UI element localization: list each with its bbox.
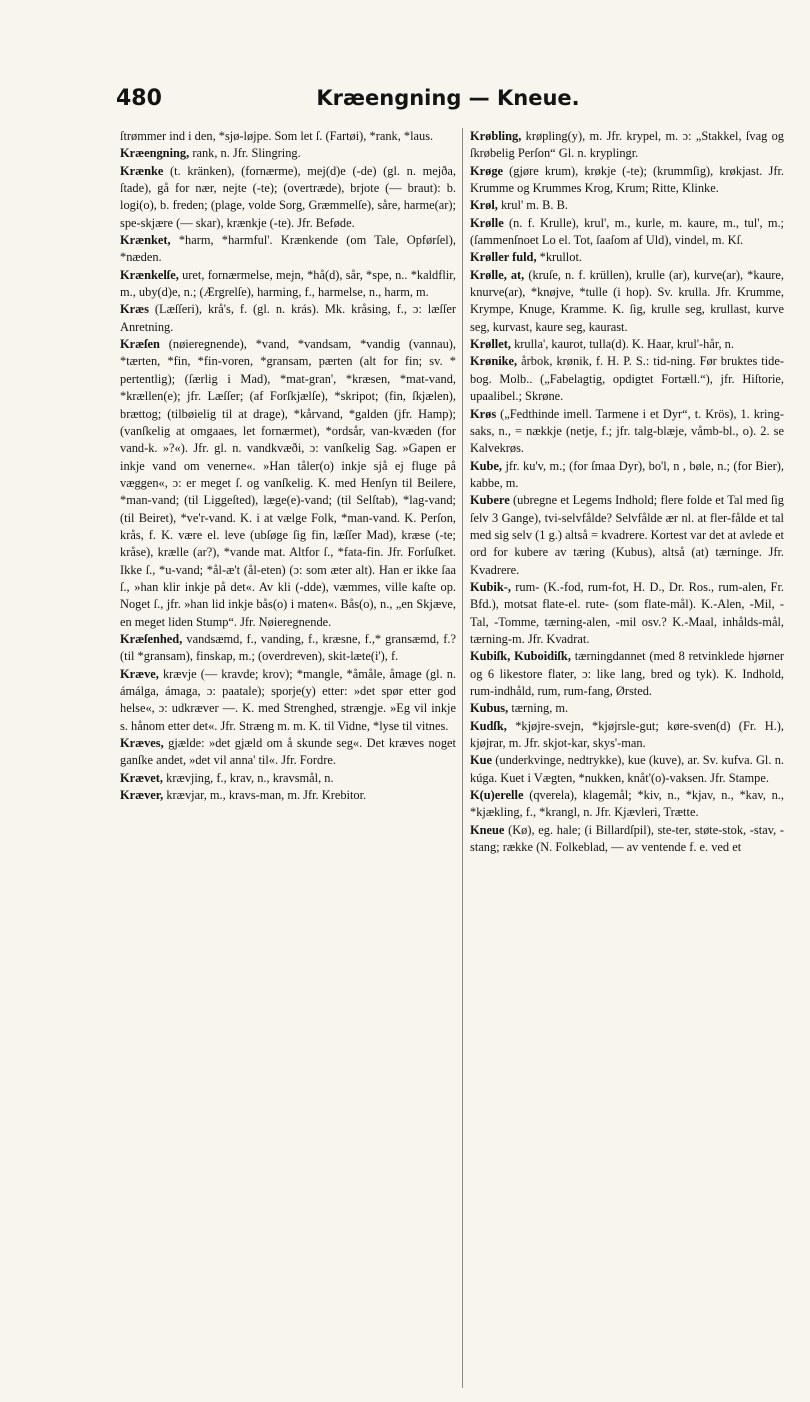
page-number: 480 (116, 86, 162, 111)
dictionary-entry (470, 648, 784, 700)
dictionary-entry (470, 406, 784, 458)
page-header (116, 86, 780, 116)
dictionary-entry (120, 163, 456, 232)
entry-headword: Kræſen (120, 337, 160, 352)
entry-definition: gjælde: »det gjæld om å skunde seg«. Det kræves noget ganſke andet, »det vil anna' til«. Jfr. Fordre. (120, 736, 456, 768)
dictionary-entry (120, 666, 456, 735)
dictionary-entry (470, 267, 784, 336)
right-column (470, 128, 784, 1388)
entry-definition: (t. kränken), (fornærme), mej(d)e (-de) (gl. n. mejða, ſtade), gå for nær, nejte (-te); (overtræde), brjote (— braut): b. logi(o), b. freden; (plage, volde Sorg, Græmmelſe), såre, harme(ar); spe-skjære (— skar), krænkje (-te). Jfr. Beføde. (120, 163, 456, 230)
entry-definition: krul' m. B. B. (500, 198, 568, 213)
dictionary-entry (120, 631, 456, 666)
entry-headword: Krøbling, (470, 129, 522, 143)
entry-headword: Kubiſk, Kuboidiſk, (470, 649, 571, 664)
entry-headword: Kræver, (120, 788, 164, 803)
entry-headword: Kue (470, 753, 493, 768)
entry-definition: rum- (K.-fod, rum-fot, H. D., Dr. Ros., rum-alen, Fr. Bfd.), motsat flate-el. rute- (som flate-mål). K.-Alen, -Mil, -Tal, -Tomme, tærning-alen, -mil osv.? K.-Maal, inhålds-mål, tærning-m. Jfr. Kvadrat. (470, 579, 784, 646)
entry-headword: Kubere (470, 493, 510, 508)
column-divider (462, 128, 463, 1388)
dictionary-entry (470, 249, 784, 266)
dictionary-entry (470, 197, 784, 214)
entry-headword: Kneue (470, 822, 505, 837)
dictionary-entry (470, 752, 784, 787)
dictionary-entry (470, 353, 784, 405)
entry-definition: vandsæmd, f., vanding, f., kræsne, f.,* gransæmd, f.? (til *gransam), finskap, m.; (overdreven), skit-læte(i'), f. (120, 631, 456, 664)
entry-definition: („Fedthinde imell. Tarmene i et Dyr“, t. Krös), 1. kring-saks, n., = nækkje (netje, f.; jfr. talg-blæje, våmb-bl., o). 2. se Kalvekrøs. (470, 406, 784, 456)
entry-definition: årbok, krønik, f. H. P. S.: tid-ning. Før bruktes tide-bog. Molb.. („Fabelagtig, opdigtet Fortæll.“), jfr. Hiſtorie, upaalibel.; Skrøne. (470, 354, 784, 404)
entry-definition: (gjøre krum), krøkje (-te); (krummſig), krøkjast. Jfr. Krumme og Krummes Krog, Krum; Ritte, Klinke. (470, 163, 784, 196)
entry-headword: Krøller fuld, (470, 250, 537, 265)
entry-definition: (nøieregnende), *vand, *vandsam, *vandig (vannau), *tærten, *fin, *fin-voren, *gransam, pærten (alt for fin; sv. * pertentlig); (ſærlig i Mad), *mat-gran', *kræsen, *mat-vand, *krællen(e); jfr. Læſſer; (af Forſkjælſe), *skripot; (fin, ſkjælen), brættog; (tilbøielig til at drage), *kårvand, *galden (jfr. Hamp); (vanſkelig at omgaaes, let fornærmet), *ordsår, van-kvæden (for vand-k. »?«). Jfr. gl. n. vandkvæði, ɔ: vanſkelig Sag. »Gapen er inkje vand om venerne«. »Han tåler(o) inkje sjå ej fluge på væggen«, ɔ: er meget ſ. og vanſkelig. K. med Henſyn til Beilere, *man-vand; (til Liggeſted), læge(e)-vand; (til Selſtab), *lag-vand; (til Beiret), *ve'r-vand. K. i at vælge Folk, *man-vand. K. Perſon, krås, f. K. være el. leve (ubſøge ſig fin, læſſer Mad), kræse (-te; kråse), krælle (ar?), *vande mat. Altfor ſ., *fata-fin. Jfr. Forſuſket. Ikke ſ., *u-vand; *ål-æ't (ål-eten) (ɔ: som æter alt). Han er ikke ſaa ſ., »han klir inkje på det«. Av kli (-dde), væmmes, ville kaſte op. Noget ſ., jfr. »han lid inkje bås(o) i maten«. Bås(o), n., „en Skjæve, en meget liden Stump“. Jfr. Nøieregnende. (120, 337, 456, 629)
entry-headword: Krønike, (470, 354, 518, 369)
entry-headword: Krøl, (470, 198, 498, 213)
entry-headword: Krævet, (120, 770, 164, 785)
entry-headword: Krænket, (120, 233, 171, 248)
dictionary-entry (120, 301, 456, 336)
dictionary-entry (470, 787, 784, 822)
entry-headword: Kræve, (120, 666, 159, 681)
dictionary-entry (470, 128, 784, 163)
dictionary-entry (120, 145, 456, 162)
running-head: Kræengning — Kneue. (316, 86, 580, 110)
dictionary-entry (470, 700, 784, 717)
dictionary-entry (120, 336, 456, 631)
entry-headword: Kræengning, (120, 146, 190, 161)
entry-headword: Krænkelſe, (120, 267, 179, 282)
entry-definition: krøpling(y), m. Jfr. krypel, m. ɔ: „Stakkel, ſvag og ſkrøbelig Perſon“ Gl. n. kryplingr. (470, 129, 784, 161)
entry-definition: (kruſe, n. f. krüllen), krulle (ar), kurve(ar), *kaure, knurve(ar), *knøjve, *tulle (i hop). Sv. krulla. Jfr. Krumme, Krympe, Knuge, Kramme. K. ſig, krulle seg, krullast, kurve seg, kurvast, kaure seg, kaurast. (470, 267, 784, 334)
dictionary-entry (470, 336, 784, 353)
entry-definition: *krullot. (539, 250, 582, 265)
entry-definition: (n. f. Krulle), krul', m., kurle, m. kaure, m., tul', m.; (ſammenſnoet Lo el. Tot, ſaaſom af Uld), vindel, m. Kſ. (470, 215, 784, 248)
entry-definition: (ubregne et Legems Indhold; flere folde et Tal med ſig ſelv 3 Gange), tvi-selvfålde? Selvfålde ær nl. at fler-fålde et tal med sig selv (1 g.) altså = kvadrere. Kortest var det at avlede et ord for kubere av tæring (Kubus), altså (at) tærninge. Jfr. Kvadrere. (470, 493, 784, 577)
entry-headword: Kubik-, (470, 579, 511, 594)
entry-definition: ſtrømmer ind i den, *sjø-løjpe. Som let ſ. (Fartøi), *rank, *laus. (120, 129, 434, 143)
dictionary-entry (470, 458, 784, 493)
entry-definition: (Læſſeri), krå's, f. (gl. n. krás). Mk. kråsing, f., ɔ: læſſer Anretning. (120, 302, 456, 334)
dictionary-entry (470, 163, 784, 198)
dictionary-entry (120, 128, 456, 145)
entry-headword: Kubus, (470, 701, 509, 716)
entry-headword: K(u)erelle (470, 788, 524, 803)
entry-headword: Kræves, (120, 736, 164, 751)
dictionary-entry (470, 718, 784, 753)
entry-definition: krulla', kaurot, tulla(d). K. Haar, krul'-hår, n. (514, 337, 734, 352)
dictionary-entry (120, 232, 456, 267)
entry-headword: Kudſk, (470, 718, 507, 733)
entry-headword: Krænke (120, 163, 164, 178)
entry-definition: (Kø), eg. hale; (i Billardſpil), ste-ter, støte-stok, -stav, -stang; række (N. Folkeblad, — av ventende f. e. ved et (470, 822, 784, 855)
entry-definition: krævjing, f., krav, n., kravsmål, n. (166, 770, 334, 785)
dictionary-entry (120, 735, 456, 770)
dictionary-entry (470, 822, 784, 857)
entry-definition: krævje (— kravde; krov); *mangle, *åmåle, åmage (gl. n. ámálga, ámaga, ɔ: paatale); sporje(y) etter: »det spør etter god helse«, ɔ: udkræver —. K. med Strenghed, strængje. »Eg vil inkje s. hånom etter det«. Jfr. Stræng m. m. K. til Vidne, *lyse til vitnes. (120, 666, 456, 733)
entry-headword: Krølle, at, (470, 267, 525, 282)
dictionary-entry (120, 770, 456, 787)
entry-headword: Kræſenhed, (120, 631, 183, 646)
entry-headword: Krølle (470, 215, 504, 230)
entry-definition: tærningdannet (med 8 retvinklede hjørner og 6 likestore flater, ɔ: like lang, bred og tyk). K. Indhold, rum-indhåld, rum, rum-fang, Ørsted. (470, 649, 784, 698)
dictionary-entry (470, 215, 784, 250)
entry-definition: (underkvinge, nedtrykke), kue (kuve), ar. Sv. kufva. Gl. n. kúga. Kuet i Vægten, *nukken, knåt'(o)-vaksen. Jfr. Stampe. (470, 753, 784, 785)
entry-headword: Kræs (120, 302, 149, 317)
entry-definition: jfr. ku'v, m.; (for ſmaa Dyr), bo'l, n , bøle, n.; (for Bier), kabbe, m. (470, 458, 784, 490)
entry-definition: rank, n. Jfr. Slingring. (192, 146, 301, 161)
entry-headword: Kube, (470, 458, 503, 473)
entry-definition: *harm, *harmful'. Krænkende (om Tale, Opførſel), *næden. (120, 233, 456, 265)
dictionary-entry (470, 492, 784, 579)
entry-definition: (qverela), klagemål; *kiv, n., *kjav, n., *kav, n., *kjækling, f., *krangl, n. Jfr. Kjævleri, Trætte. (470, 788, 784, 820)
entry-headword: Krøge (470, 163, 504, 178)
entry-definition: tærning, m. (511, 701, 569, 716)
entry-definition: uret, fornærmelse, mejn, *hå(d), sår, *spe, n.. *kaldflir, m., uby(d)e, n.; (Ærgrelſe), harming, f., harmelse, n., harm, m. (120, 267, 456, 300)
entry-headword: Krøllet, (470, 337, 511, 352)
left-column (120, 128, 456, 1388)
entry-definition: krævjar, m., kravs-man, m. Jfr. Krebitor. (166, 788, 367, 803)
entry-definition: *kjøjre-svejn, *kjøjrsle-gut; køre-sven(d) (Fr. H.), kjøjrar, m. Jfr. skjot-kar, skys'-man. (470, 718, 784, 751)
dictionary-entry (470, 579, 784, 648)
dictionary-entry (120, 267, 456, 302)
dictionary-entry (120, 787, 456, 804)
entry-headword: Krøs (470, 406, 497, 421)
